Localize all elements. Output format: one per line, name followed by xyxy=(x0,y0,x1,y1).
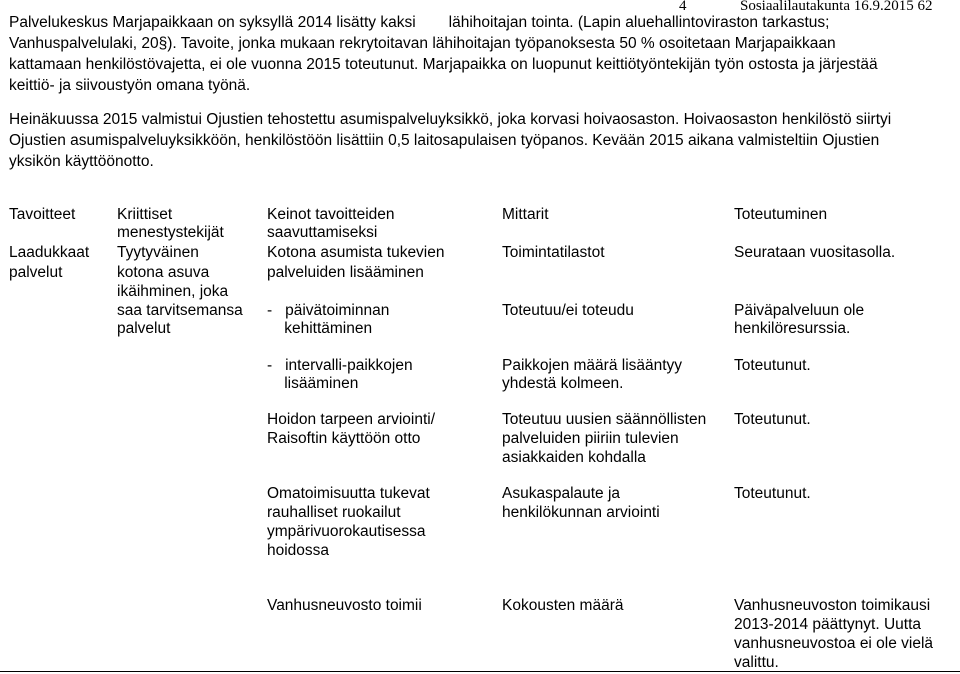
intro-line xyxy=(9,13,949,34)
row-keinot: Vanhusneuvosto toimii xyxy=(267,597,422,614)
header-mittarit: Mittarit xyxy=(502,206,549,223)
paragraph-line: Ojustien asumispalveluyksikköön, henkilöstöön lisättiin 0,5 laitosapulaisen työpanos. Kevään 2015 aikana valmisteltiin Ojustien xyxy=(9,132,880,149)
row-keinot: Raisoftin käyttöön otto xyxy=(267,430,421,447)
intro-line: Vanhuspalvelulaki, 20§). Tavoite, jonka mukaan rekrytoitavan lähihoitajan työpanoksesta 50 % osoitetaan Marjapaikkaan xyxy=(9,35,836,52)
row-toteutuminen: Päiväpalveluun ole xyxy=(734,302,865,319)
row-keinot: Hoidon tarpeen arviointi/ xyxy=(267,411,436,428)
document-meta: Sosiaalilautakunta 16.9.2015 62 xyxy=(740,0,933,14)
row-keinot: rauhalliset ruokailut xyxy=(267,504,401,521)
critical-cell: ikäihminen, joka xyxy=(117,283,229,300)
row-keinot: Kotona asumista tukevien xyxy=(267,244,445,261)
row-mittarit: Toteutuu uusien säännöllisten xyxy=(502,411,707,428)
critical-cell: palvelut xyxy=(117,320,171,337)
goal-cell: Laadukkaat xyxy=(9,244,90,261)
row-keinot: Omatoimisuutta tukevat xyxy=(267,485,430,502)
row-mittarit: Asukaspalaute ja xyxy=(502,485,621,502)
row-keinot: ympärivuorokautisessa xyxy=(267,523,426,540)
bottom-rule xyxy=(0,671,960,672)
intro-line-text: Palvelukeskus Marjapaikkaan on syksyllä 2014 lisätty kaksi xyxy=(9,14,416,31)
paragraph-line: yksikön käyttöönotto. xyxy=(9,153,154,170)
intro-line-text: lähihoitajan tointa. (Lapin aluehallintoviraston tarkastus; xyxy=(448,14,830,31)
page-number: 4 xyxy=(679,0,687,14)
critical-cell: Tyytyväinen xyxy=(117,244,199,261)
row-toteutuminen: Toteutunut. xyxy=(734,485,811,502)
row-mittarit: Kokousten määrä xyxy=(502,597,624,614)
critical-cell: kotona asuva xyxy=(117,264,210,281)
header-tavoitteet: Tavoitteet xyxy=(9,206,76,223)
row-mittarit: Paikkojen määrä lisääntyy xyxy=(502,357,683,374)
intro-line: kattamaan henkilöstövajetta, ei ole vuonna 2015 toteutunut. Marjapaikka on luopunut keittiötyöntekijän työn ostosta ja järjestää xyxy=(9,56,878,73)
row-toteutuminen: Toteutunut. xyxy=(734,411,811,428)
critical-cell: saa tarvitsemansa xyxy=(117,302,243,319)
row-mittarit: palveluiden piiriin tulevien xyxy=(502,430,679,447)
row-keinot: kehittäminen xyxy=(267,320,373,337)
row-toteutuminen: Seurataan vuositasolla. xyxy=(734,244,896,261)
goal-cell: palvelut xyxy=(9,264,63,281)
header-kriittiset: menestystekijät xyxy=(117,224,224,241)
row-keinot: hoidossa xyxy=(267,542,330,559)
row-mittarit: Toteutuu/ei toteudu xyxy=(502,302,634,319)
row-toteutuminen: Toteutunut. xyxy=(734,357,811,374)
row-mittarit: yhdestä kolmeen. xyxy=(502,375,624,392)
intro-line: keittiö- ja siivoustyön omana työnä. xyxy=(9,77,251,94)
row-keinot: palveluiden lisääminen xyxy=(267,264,424,281)
row-toteutuminen: 2013-2014 päättynyt. Uutta xyxy=(734,616,921,633)
header-keinot: Keinot tavoitteiden xyxy=(267,206,395,223)
header-toteutuminen: Toteutuminen xyxy=(734,206,828,223)
row-toteutuminen: henkilöresurssia. xyxy=(734,320,851,337)
row-keinot: - päivätoiminnan xyxy=(267,302,390,319)
row-toteutuminen: vanhusneuvostoa ei ole vielä xyxy=(734,635,934,652)
row-mittarit: Toimintatilastot xyxy=(502,244,605,261)
row-mittarit: henkilökunnan arviointi xyxy=(502,504,660,521)
row-toteutuminen: valittu. xyxy=(734,654,779,671)
row-keinot: - intervalli-paikkojen xyxy=(267,357,413,374)
header-keinot: saavuttamiseksi xyxy=(267,224,378,241)
row-toteutuminen: Vanhusneuvoston toimikausi xyxy=(734,597,931,614)
paragraph-line: Heinäkuussa 2015 valmistui Ojustien tehostettu asumispalveluyksikkö, joka korvasi hoivaosaston. Hoivaosaston henkilöstö siirtyi xyxy=(9,111,892,128)
header-kriittiset: Kriittiset xyxy=(117,206,173,223)
row-mittarit: asiakkaiden kohdalla xyxy=(502,449,646,466)
row-keinot: lisääminen xyxy=(267,375,359,392)
